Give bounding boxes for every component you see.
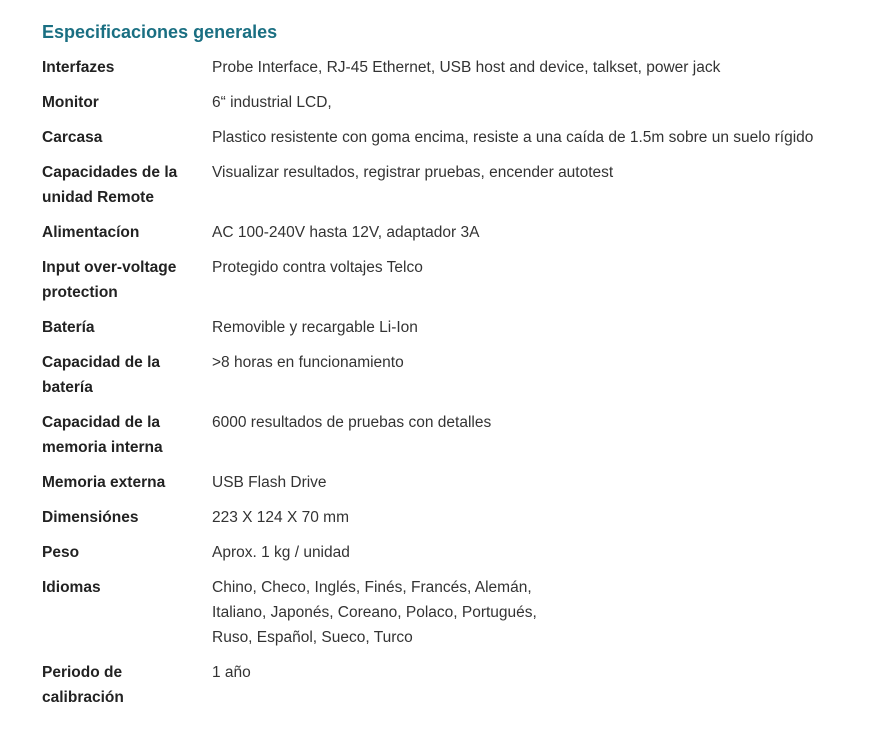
spec-label: Capacidad de la memoria interna bbox=[42, 414, 163, 456]
spec-value: Plastico resistente con goma encima, resiste a una caída de 1.5m sobre un suelo rígido bbox=[212, 129, 814, 146]
spec-label: Capacidades de la unidad Remote bbox=[42, 164, 178, 206]
spec-row-memoria-interna bbox=[42, 410, 862, 470]
spec-value: Protegido contra voltajes Telco bbox=[212, 259, 423, 276]
spec-label: Peso bbox=[42, 544, 80, 561]
spec-row-capacidad-bateria bbox=[42, 350, 862, 410]
spec-value: Removible y recargable Li-Ion bbox=[212, 319, 418, 336]
spec-value-line: Ruso, Español, Sueco, Turco bbox=[212, 629, 413, 646]
spec-label: Input over-voltage protection bbox=[42, 259, 177, 301]
spec-value bbox=[212, 575, 862, 660]
spec-row-carcasa bbox=[42, 125, 862, 160]
spec-label: Monitor bbox=[42, 94, 99, 111]
spec-value: >8 horas en funcionamiento bbox=[212, 354, 404, 371]
spec-row-capacidades-remote bbox=[42, 160, 862, 220]
spec-value: Visualizar resultados, registrar pruebas, encender autotest bbox=[212, 164, 614, 181]
spec-row-peso bbox=[42, 540, 862, 575]
spec-label: Idiomas bbox=[42, 579, 101, 596]
spec-row-memoria-externa bbox=[42, 470, 862, 505]
spec-label: Capacidad de la batería bbox=[42, 354, 161, 396]
section-title: Especificaciones generales bbox=[42, 22, 278, 42]
spec-row-interfazes bbox=[42, 55, 862, 90]
spec-label: Batería bbox=[42, 319, 95, 336]
spec-value: 223 X 124 X 70 mm bbox=[212, 509, 349, 526]
spec-value: 1 año bbox=[212, 664, 251, 681]
spec-value: 6“ industrial LCD, bbox=[212, 94, 332, 111]
spec-value: Probe Interface, RJ-45 Ethernet, USB host and device, talkset, power jack bbox=[212, 59, 721, 76]
spec-label: Alimentacíon bbox=[42, 224, 140, 241]
spec-value-line: Italiano, Japonés, Coreano, Polaco, Portugués, bbox=[212, 604, 537, 621]
spec-label: Periodo de calibración bbox=[42, 664, 124, 706]
spec-label: Carcasa bbox=[42, 129, 103, 146]
spec-row-calibracion bbox=[42, 660, 862, 720]
spec-row-monitor bbox=[42, 90, 862, 125]
spec-row-over-voltage bbox=[42, 255, 862, 315]
spec-value: 6000 resultados de pruebas con detalles bbox=[212, 414, 492, 431]
spec-value: USB Flash Drive bbox=[212, 474, 327, 491]
spec-label: Dimensiónes bbox=[42, 509, 139, 526]
spec-value: AC 100-240V hasta 12V, adaptador 3A bbox=[212, 224, 480, 241]
spec-value: Aprox. 1 kg / unidad bbox=[212, 544, 350, 561]
spec-label: Interfazes bbox=[42, 59, 115, 76]
spec-value-line: Chino, Checo, Inglés, Finés, Francés, Alemán, bbox=[212, 579, 532, 596]
spec-table bbox=[42, 55, 862, 720]
spec-row-bateria bbox=[42, 315, 862, 350]
spec-row-alimentacion bbox=[42, 220, 862, 255]
spec-row-idiomas bbox=[42, 575, 862, 660]
spec-row-dimensiones bbox=[42, 505, 862, 540]
spec-label: Memoria externa bbox=[42, 474, 166, 491]
